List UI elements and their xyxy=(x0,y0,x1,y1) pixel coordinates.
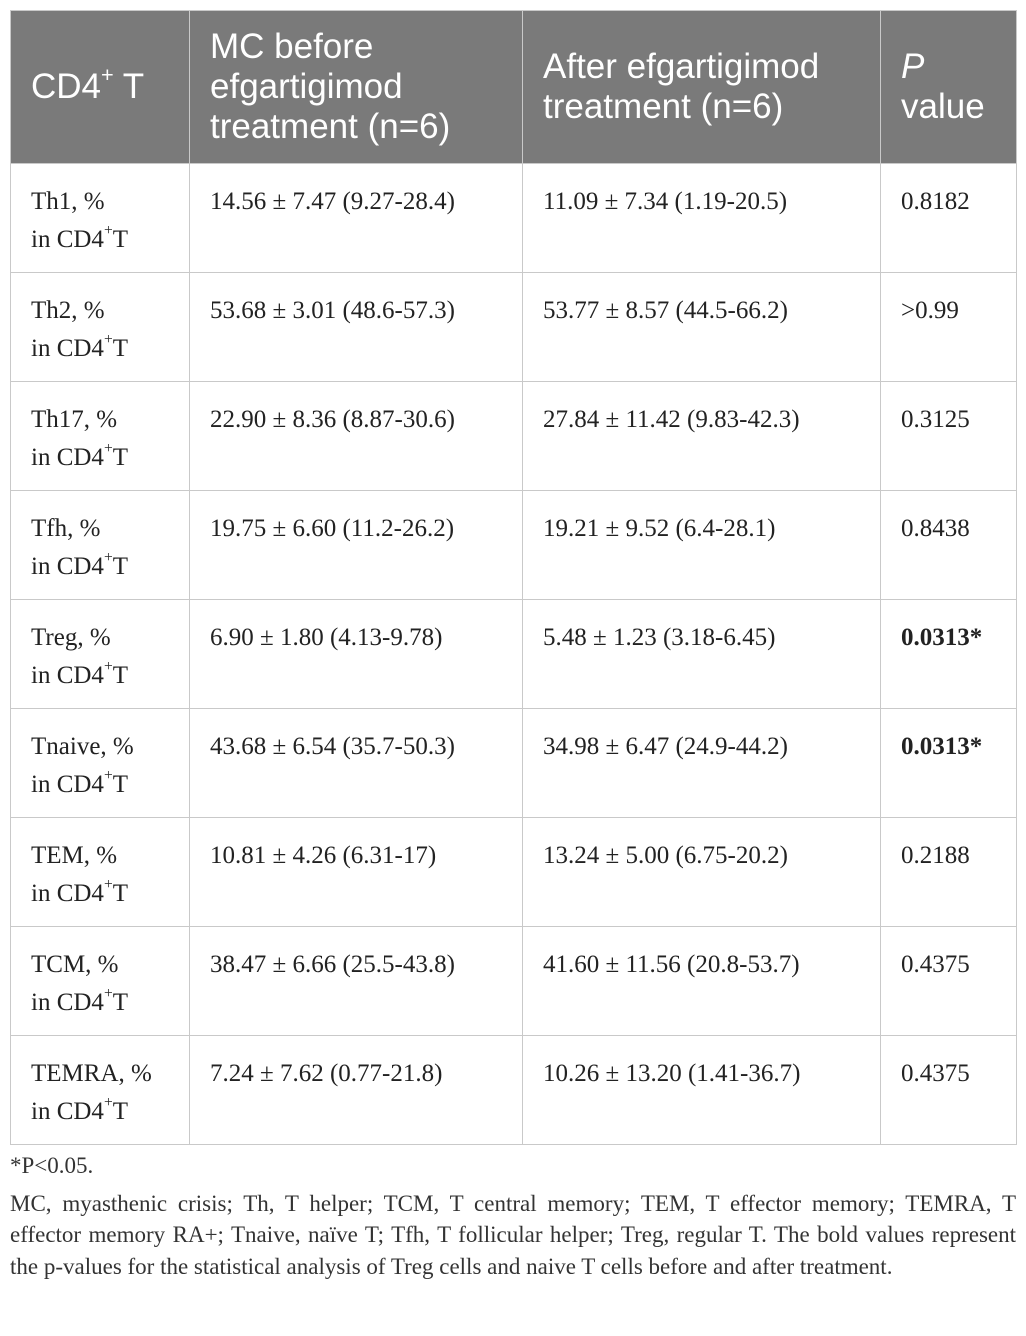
p-value-cell: 0.8182 xyxy=(881,164,1017,273)
before-treatment-cell: 10.81 ± 4.26 (6.31-17) xyxy=(190,818,523,927)
header-cell-p-value xyxy=(881,11,1017,164)
row-label-subset: Th1, % xyxy=(31,188,105,215)
row-label-subset: TEM, % xyxy=(31,842,118,869)
row-label-t: T xyxy=(112,226,128,253)
row-label-cell xyxy=(11,1036,190,1145)
before-treatment-cell: 19.75 ± 6.60 (11.2-26.2) xyxy=(190,491,523,600)
footnote-abbreviations: MC, myasthenic crisis; Th, T helper; TCM, T central memory; TEM, T effector memory; TEMRA, T effector memory RA+; Tnaive, naïve T; Tfh, T follicular helper; Treg, regular T. The bold values represent the p-values for the statistical analysis of Treg cells and naive T cells before and after treatment. xyxy=(10,1190,1016,1279)
before-treatment-cell: 38.47 ± 6.66 (25.5-43.8) xyxy=(190,927,523,1036)
table-row xyxy=(11,927,1017,1036)
p-value-cell: 0.4375 xyxy=(881,927,1017,1036)
p-value-cell: 0.0313* xyxy=(881,600,1017,709)
row-label-in-cd4: in CD4 xyxy=(31,989,104,1016)
table-row xyxy=(11,491,1017,600)
before-treatment-cell: 22.90 ± 8.36 (8.87-30.6) xyxy=(190,382,523,491)
p-value-cell: 0.2188 xyxy=(881,818,1017,927)
row-label-superscript: + xyxy=(103,331,113,349)
table-body xyxy=(11,164,1017,1145)
header-cd4-text: CD4 xyxy=(31,67,102,106)
row-label-t: T xyxy=(112,989,128,1016)
row-label-in-cd4: in CD4 xyxy=(31,553,104,580)
row-label-superscript: + xyxy=(103,985,113,1003)
row-label-subset: Tnaive, % xyxy=(31,733,134,760)
row-label-cell xyxy=(11,709,190,818)
row-label-cell xyxy=(11,382,190,491)
before-treatment-cell: 53.68 ± 3.01 (48.6-57.3) xyxy=(190,273,523,382)
row-label-superscript: + xyxy=(103,767,113,785)
table-row xyxy=(11,818,1017,927)
p-value-cell: 0.8438 xyxy=(881,491,1017,600)
header-cell-before: MC before efgartigimod treatment (n=6) xyxy=(190,11,523,164)
p-value-cell: >0.99 xyxy=(881,273,1017,382)
row-label-superscript: + xyxy=(103,549,113,567)
before-treatment-cell: 43.68 ± 6.54 (35.7-50.3) xyxy=(190,709,523,818)
table-row xyxy=(11,709,1017,818)
p-value-cell: 0.0313* xyxy=(881,709,1017,818)
header-cell-after: After efgartigimod treatment (n=6) xyxy=(523,11,881,164)
table-row xyxy=(11,273,1017,382)
header-p-italic: P xyxy=(901,47,925,86)
row-label-cell xyxy=(11,164,190,273)
header-cd4-superscript: + xyxy=(101,62,114,88)
row-label-subset: TEMRA, % xyxy=(31,1060,152,1087)
footnote-significance: *P<0.05. xyxy=(10,1153,94,1178)
row-label-t: T xyxy=(112,335,128,362)
after-treatment-cell: 53.77 ± 8.57 (44.5-66.2) xyxy=(523,273,881,382)
after-treatment-cell: 34.98 ± 6.47 (24.9-44.2) xyxy=(523,709,881,818)
row-label-t: T xyxy=(112,662,128,689)
row-label-in-cd4: in CD4 xyxy=(31,771,104,798)
row-label-t: T xyxy=(112,771,128,798)
row-label-in-cd4: in CD4 xyxy=(31,880,104,907)
row-label-subset: Th17, % xyxy=(31,406,118,433)
row-label-in-cd4: in CD4 xyxy=(31,444,104,471)
after-treatment-cell: 13.24 ± 5.00 (6.75-20.2) xyxy=(523,818,881,927)
table-row xyxy=(11,600,1017,709)
row-label-in-cd4: in CD4 xyxy=(31,662,104,689)
row-label-superscript: + xyxy=(103,658,113,676)
row-label-t: T xyxy=(112,880,128,907)
header-t-text: T xyxy=(113,67,145,106)
row-label-superscript: + xyxy=(103,440,113,458)
before-treatment-cell: 6.90 ± 1.80 (4.13-9.78) xyxy=(190,600,523,709)
before-treatment-cell: 14.56 ± 7.47 (9.27-28.4) xyxy=(190,164,523,273)
row-label-in-cd4: in CD4 xyxy=(31,226,104,253)
p-value-cell: 0.4375 xyxy=(881,1036,1017,1145)
row-label-subset: TCM, % xyxy=(31,951,119,978)
after-treatment-cell: 5.48 ± 1.23 (3.18-6.45) xyxy=(523,600,881,709)
table-footnotes xyxy=(10,1150,1016,1282)
row-label-superscript: + xyxy=(103,876,113,894)
table-row xyxy=(11,1036,1017,1145)
after-treatment-cell: 27.84 ± 11.42 (9.83-42.3) xyxy=(523,382,881,491)
before-treatment-cell: 7.24 ± 7.62 (0.77-21.8) xyxy=(190,1036,523,1145)
after-treatment-cell: 10.26 ± 13.20 (1.41-36.7) xyxy=(523,1036,881,1145)
row-label-cell xyxy=(11,273,190,382)
table-row xyxy=(11,382,1017,491)
after-treatment-cell: 11.09 ± 7.34 (1.19-20.5) xyxy=(523,164,881,273)
row-label-t: T xyxy=(112,444,128,471)
after-treatment-cell: 19.21 ± 9.52 (6.4-28.1) xyxy=(523,491,881,600)
header-cell-subset xyxy=(11,11,190,164)
row-label-subset: Treg, % xyxy=(31,624,111,651)
row-label-subset: Th2, % xyxy=(31,297,105,324)
p-value-cell: 0.3125 xyxy=(881,382,1017,491)
data-table-container xyxy=(10,10,1016,1145)
after-treatment-cell: 41.60 ± 11.56 (20.8-53.7) xyxy=(523,927,881,1036)
row-label-in-cd4: in CD4 xyxy=(31,1098,104,1125)
row-label-subset: Tfh, % xyxy=(31,515,101,542)
row-label-cell xyxy=(11,927,190,1036)
table-header xyxy=(11,11,1017,164)
row-label-cell xyxy=(11,600,190,709)
row-label-t: T xyxy=(112,1098,128,1125)
row-label-in-cd4: in CD4 xyxy=(31,335,104,362)
header-row xyxy=(11,11,1017,164)
row-label-cell xyxy=(11,818,190,927)
row-label-superscript: + xyxy=(103,1094,113,1112)
cd4-t-cell-table xyxy=(10,10,1017,1145)
row-label-superscript: + xyxy=(103,222,113,240)
row-label-t: T xyxy=(112,553,128,580)
header-value-text: value xyxy=(901,87,985,126)
table-row xyxy=(11,164,1017,273)
row-label-cell xyxy=(11,491,190,600)
